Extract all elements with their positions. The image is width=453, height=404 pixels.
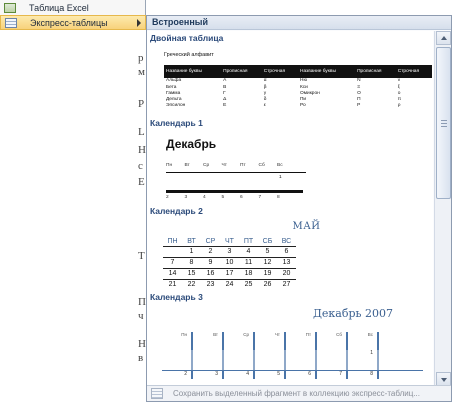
insert-table-menu bbox=[0, 0, 146, 30]
table-header-cell: Название буквы bbox=[164, 65, 221, 78]
calendar2-day: 3 bbox=[220, 246, 239, 256]
arrow-down-icon bbox=[441, 378, 447, 382]
calendar3-day: 3 bbox=[193, 371, 224, 379]
calendar1-day: 7 bbox=[258, 195, 262, 200]
calendar1-day: 3 bbox=[184, 195, 188, 200]
table-cell: π bbox=[396, 96, 432, 102]
table-cell: α bbox=[262, 78, 298, 84]
submenu-arrow-icon bbox=[137, 19, 141, 27]
weekday: ВС bbox=[281, 238, 292, 245]
table-row bbox=[164, 102, 432, 108]
gallery-item-calendar-2[interactable] bbox=[160, 217, 423, 290]
table-header-cell: Прописная bbox=[221, 65, 262, 78]
table-cell: Ро bbox=[298, 102, 355, 108]
quick-tables-icon bbox=[5, 18, 17, 28]
calendar2-day: 4 bbox=[239, 246, 258, 256]
calendar3-day: 8 bbox=[348, 371, 379, 379]
calendar1-weekdays bbox=[166, 163, 423, 168]
calendar2-day: 1 bbox=[182, 246, 201, 256]
weekday: ЧТ bbox=[225, 238, 234, 245]
weekday: Сб bbox=[317, 332, 348, 350]
weekday: Пн bbox=[162, 332, 193, 350]
doc-fragment: м bbox=[138, 66, 145, 78]
gallery-item-calendar-3[interactable] bbox=[160, 303, 423, 377]
calendar2-grid bbox=[163, 238, 423, 289]
greek-alphabet-table bbox=[164, 65, 432, 109]
calendar1-day: 2 bbox=[166, 195, 169, 200]
doc-fragment: Е bbox=[138, 176, 145, 188]
table-cell: O bbox=[355, 90, 396, 96]
calendar2-day: 11 bbox=[239, 257, 258, 267]
doc-fragment: Н bbox=[138, 144, 146, 156]
table-caption: Греческий алфавит bbox=[164, 52, 214, 58]
calendar3-cell bbox=[224, 350, 255, 370]
table-cell: P bbox=[355, 102, 396, 108]
calendar3-month: Декабрь 2007 bbox=[312, 307, 393, 320]
weekday: Пт bbox=[240, 163, 246, 168]
calendar3-cell bbox=[348, 350, 379, 370]
calendar2-day: 18 bbox=[239, 268, 258, 278]
calendar2-day: 15 bbox=[182, 268, 201, 278]
table-cell: Π bbox=[355, 96, 396, 102]
save-selection-label: Сохранить выделенный фрагмент в коллекцию экспресс-таблиц... bbox=[173, 389, 420, 398]
table-cell: ε bbox=[262, 102, 298, 108]
doc-fragment: П bbox=[138, 296, 146, 308]
calendar3-cell bbox=[255, 350, 286, 370]
weekday: Пт bbox=[286, 332, 317, 350]
calendar3-week-2 bbox=[162, 370, 423, 379]
table-cell: Ню bbox=[298, 78, 355, 84]
table-cell: Дельта bbox=[164, 96, 221, 102]
weekday: ПТ bbox=[243, 238, 254, 245]
calendar2-day: 22 bbox=[182, 279, 201, 289]
table-cell: Пи bbox=[298, 96, 355, 102]
calendar2-day: 24 bbox=[220, 279, 239, 289]
doc-fragment: в bbox=[138, 352, 144, 364]
quick-tables-gallery bbox=[146, 15, 452, 402]
excel-icon bbox=[4, 3, 16, 13]
section-title-calendar-3: Календарь 3 bbox=[150, 292, 203, 302]
calendar2-day: 10 bbox=[220, 257, 239, 267]
calendar3-day: 1 bbox=[370, 350, 373, 356]
calendar1-day: 8 bbox=[277, 195, 280, 200]
menu-item-express-label: Экспресс-таблицы bbox=[30, 17, 108, 28]
calendar1-day: 6 bbox=[240, 195, 243, 200]
section-title-double-table: Двойная таблица bbox=[150, 33, 224, 43]
calendar2-day: 14 bbox=[163, 268, 182, 278]
menu-item-excel-table[interactable] bbox=[0, 0, 146, 15]
table-cell: β bbox=[262, 84, 298, 90]
doc-fragment: р bbox=[138, 52, 144, 64]
table-header-cell: Прописная bbox=[355, 65, 396, 78]
save-to-gallery-icon bbox=[151, 388, 163, 399]
calendar2-day: 25 bbox=[239, 279, 258, 289]
calendar3-day: 4 bbox=[224, 371, 255, 379]
table-cell: Эпсилон bbox=[164, 102, 221, 108]
calendar3-day: 7 bbox=[317, 371, 348, 379]
weekday: СБ bbox=[262, 238, 273, 245]
doc-fragment: Р bbox=[138, 98, 145, 110]
calendar3-day: 5 bbox=[255, 371, 286, 379]
table-cell: ξ bbox=[396, 84, 432, 90]
calendar2-day: 23 bbox=[201, 279, 220, 289]
doc-fragment: Т bbox=[138, 250, 145, 262]
table-cell: ν bbox=[396, 78, 432, 84]
calendar2-day bbox=[163, 246, 182, 256]
weekday: Вт bbox=[193, 332, 224, 350]
weekday: Ср bbox=[203, 163, 210, 168]
calendar1-rule bbox=[166, 172, 306, 173]
calendar1-week-2 bbox=[166, 195, 423, 200]
calendar2-day: 2 bbox=[201, 246, 220, 256]
table-cell: A bbox=[221, 78, 262, 84]
calendar1-day: 4 bbox=[203, 195, 206, 200]
save-selection-to-gallery bbox=[147, 385, 451, 401]
gallery-item-calendar-1[interactable] bbox=[160, 129, 423, 204]
gallery-scrollbar[interactable] bbox=[434, 31, 451, 386]
calendar2-month: МАЙ bbox=[292, 221, 321, 232]
weekday: ПН bbox=[167, 238, 178, 245]
weekday: Вс bbox=[348, 332, 379, 350]
menu-item-excel-label: Таблица Excel bbox=[29, 2, 89, 13]
calendar2-day: 6 bbox=[277, 246, 296, 256]
table-cell: Бета bbox=[164, 84, 221, 90]
table-cell: E bbox=[221, 102, 262, 108]
table-cell: Δ bbox=[221, 96, 262, 102]
grip-line bbox=[441, 126, 447, 127]
gallery-header: Встроенный bbox=[147, 16, 451, 30]
grip-line bbox=[441, 120, 447, 121]
calendar1-day: 5 bbox=[221, 195, 225, 200]
table-cell: Гамма bbox=[164, 90, 221, 96]
weekday: Пн bbox=[166, 163, 173, 168]
calendar3-grid bbox=[162, 324, 423, 370]
calendar2-day: 7 bbox=[163, 257, 182, 267]
calendar2-day: 16 bbox=[201, 268, 220, 278]
calendar1-month: Декабрь bbox=[166, 137, 217, 151]
calendar3-cell bbox=[286, 350, 317, 370]
doc-fragment: с bbox=[138, 160, 143, 172]
table-cell: ο bbox=[396, 90, 432, 96]
calendar3-cell bbox=[162, 350, 193, 370]
calendar2-day: 9 bbox=[201, 257, 220, 267]
weekday: Чт bbox=[255, 332, 286, 350]
table-cell: γ bbox=[262, 90, 298, 96]
calendar3-cell bbox=[193, 350, 224, 370]
calendar3-day: 2 bbox=[162, 371, 193, 379]
weekday: Сб bbox=[258, 163, 265, 168]
section-title-calendar-1: Календарь 1 bbox=[150, 118, 203, 128]
table-header-cell: Строчная bbox=[262, 65, 298, 78]
table-header-cell: Название буквы bbox=[298, 65, 355, 78]
table-header-cell: Строчная bbox=[396, 65, 432, 78]
table-cell: N bbox=[355, 78, 396, 84]
weekday: ВТ bbox=[187, 238, 196, 245]
calendar3-cell bbox=[317, 350, 348, 370]
calendar2-day: 27 bbox=[277, 279, 296, 289]
table-cell: Ξ bbox=[355, 84, 396, 90]
calendar2-day: 20 bbox=[277, 268, 296, 278]
calendar2-day: 17 bbox=[220, 268, 239, 278]
table-cell: ρ bbox=[396, 102, 432, 108]
section-title-calendar-2: Календарь 2 bbox=[150, 206, 203, 216]
table-cell: Γ bbox=[221, 90, 262, 96]
weekday: Ср bbox=[224, 332, 255, 350]
table-cell: Омикрон bbox=[298, 90, 355, 96]
calendar3-day: 6 bbox=[286, 371, 317, 379]
table-cell: δ bbox=[262, 96, 298, 102]
gallery-scroll-area bbox=[147, 31, 433, 386]
calendar2-day: 26 bbox=[258, 279, 277, 289]
scroll-up-button[interactable] bbox=[436, 31, 451, 45]
doc-fragment: ч bbox=[138, 310, 144, 322]
calendar2-day: 8 bbox=[182, 257, 201, 267]
scroll-down-button[interactable] bbox=[436, 372, 451, 386]
weekday: Вт bbox=[184, 163, 190, 168]
calendar2-day: 19 bbox=[258, 268, 277, 278]
arrow-up-icon bbox=[441, 36, 447, 40]
calendar1-thick-rule bbox=[166, 190, 303, 193]
weekday: Чт bbox=[221, 163, 227, 168]
calendar2-day: 12 bbox=[258, 257, 277, 267]
calendar2-day: 13 bbox=[277, 257, 296, 267]
gallery-item-double-table[interactable] bbox=[160, 44, 423, 116]
calendar2-day: 5 bbox=[258, 246, 277, 256]
doc-fragment: L bbox=[138, 126, 145, 138]
calendar1-day: 1 bbox=[279, 175, 282, 180]
grip-line bbox=[441, 123, 447, 124]
doc-fragment: Н bbox=[138, 338, 146, 350]
table-cell: Альфа bbox=[164, 78, 221, 84]
scrollbar-thumb[interactable] bbox=[436, 47, 451, 199]
menu-item-express-tables[interactable] bbox=[0, 15, 146, 30]
table-cell: Кси bbox=[298, 84, 355, 90]
weekday: Вс bbox=[277, 163, 283, 168]
calendar1-week-1 bbox=[166, 175, 423, 188]
table-cell: B bbox=[221, 84, 262, 90]
calendar2-day: 21 bbox=[163, 279, 182, 289]
weekday: СР bbox=[205, 238, 216, 245]
